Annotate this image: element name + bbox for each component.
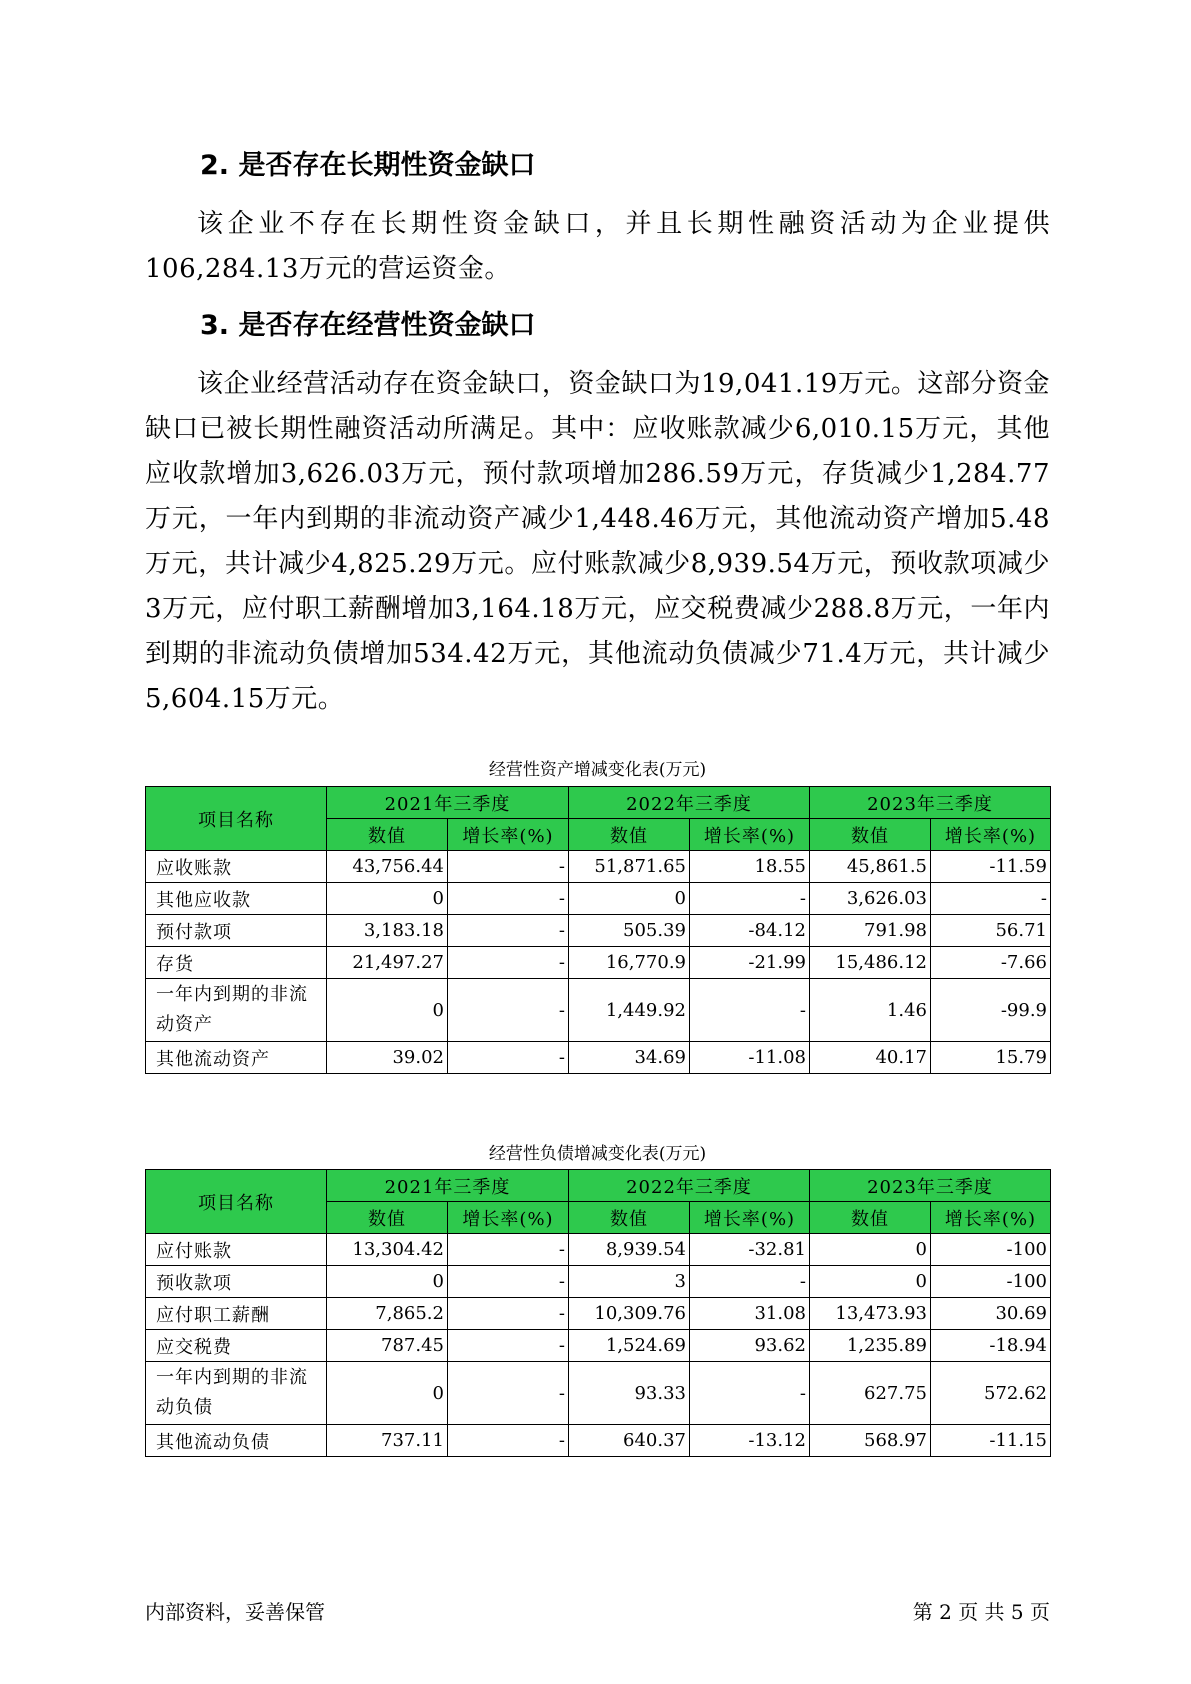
cell-value: 0 (327, 979, 448, 1042)
row-label: 其他流动负债 (146, 1425, 327, 1457)
cell-rate: -99.9 (931, 979, 1051, 1042)
cell-rate: - (448, 883, 569, 915)
row-label: 预收款项 (146, 1266, 327, 1298)
header-value: 数值 (810, 819, 931, 851)
table-row (146, 1330, 1051, 1362)
cell-value: 640.37 (569, 1425, 690, 1457)
cell-rate: - (931, 883, 1051, 915)
header-value: 数值 (327, 1202, 448, 1234)
cell-value: 0 (327, 1266, 448, 1298)
table-row (146, 1042, 1051, 1074)
table-row (146, 1425, 1051, 1457)
table-row (146, 1234, 1051, 1266)
cell-value: 1,449.92 (569, 979, 690, 1042)
liabilities-change-table (145, 1169, 1051, 1457)
cell-rate: -13.12 (690, 1425, 810, 1457)
row-label: 应收账款 (146, 851, 327, 883)
cell-rate: - (690, 1266, 810, 1298)
cell-rate: -21.99 (690, 947, 810, 979)
cell-rate: - (448, 1362, 569, 1425)
cell-rate: - (448, 915, 569, 947)
cell-value: 39.02 (327, 1042, 448, 1074)
header-period: 2022年三季度 (569, 1170, 810, 1202)
cell-value: 1.46 (810, 979, 931, 1042)
cell-value: 3 (569, 1266, 690, 1298)
section-heading-operating-gap: 3. 是否存在经营性资金缺口 (200, 310, 536, 341)
cell-value: 93.33 (569, 1362, 690, 1425)
header-period: 2021年三季度 (327, 787, 569, 819)
cell-value: 13,304.42 (327, 1234, 448, 1266)
header-rate: 增长率(%) (931, 819, 1051, 851)
row-label: 一年内到期的非流动资产 (146, 979, 327, 1042)
table-row (146, 915, 1051, 947)
row-label: 应交税费 (146, 1330, 327, 1362)
header-value: 数值 (327, 819, 448, 851)
cell-rate: - (448, 1330, 569, 1362)
cell-rate: -11.08 (690, 1042, 810, 1074)
cell-rate: - (448, 1266, 569, 1298)
cell-value: 0 (569, 883, 690, 915)
cell-value: 3,626.03 (810, 883, 931, 915)
header-value: 数值 (569, 819, 690, 851)
cell-rate: - (448, 1042, 569, 1074)
cell-value: 568.97 (810, 1425, 931, 1457)
table-row (146, 1362, 1051, 1425)
cell-value: 791.98 (810, 915, 931, 947)
cell-rate: 572.62 (931, 1362, 1051, 1425)
cell-rate: -100 (931, 1234, 1051, 1266)
row-label: 预付款项 (146, 915, 327, 947)
cell-value: 0 (327, 1362, 448, 1425)
cell-value: 737.11 (327, 1425, 448, 1457)
header-period: 2023年三季度 (810, 1170, 1051, 1202)
cell-rate: 30.69 (931, 1298, 1051, 1330)
row-label: 其他应收款 (146, 883, 327, 915)
footer-page-number: 第 2 页 共 5 页 (912, 1600, 1050, 1624)
table-row (146, 883, 1051, 915)
table-row (146, 947, 1051, 979)
cell-rate: 31.08 (690, 1298, 810, 1330)
row-label: 其他流动资产 (146, 1042, 327, 1074)
cell-rate: - (448, 851, 569, 883)
paragraph-long-term-gap: 该企业不存在长期性资金缺口，并且长期性融资活动为企业提供106,284.13万元的营运资金。 (145, 209, 1050, 284)
cell-rate: - (690, 883, 810, 915)
table-row (146, 979, 1051, 1042)
cell-value: 8,939.54 (569, 1234, 690, 1266)
cell-value: 21,497.27 (327, 947, 448, 979)
header-rate: 增长率(%) (448, 1202, 569, 1234)
cell-value: 787.45 (327, 1330, 448, 1362)
header-item-name: 项目名称 (146, 1170, 327, 1234)
header-rate: 增长率(%) (931, 1202, 1051, 1234)
header-rate: 增长率(%) (448, 819, 569, 851)
cell-rate: -11.59 (931, 851, 1051, 883)
header-value: 数值 (569, 1202, 690, 1234)
cell-rate: - (690, 979, 810, 1042)
cell-rate: - (448, 947, 569, 979)
cell-value: 40.17 (810, 1042, 931, 1074)
cell-rate: 56.71 (931, 915, 1051, 947)
cell-rate: - (448, 1425, 569, 1457)
assets-change-table (145, 786, 1051, 1074)
cell-rate: -100 (931, 1266, 1051, 1298)
row-label: 应付账款 (146, 1234, 327, 1266)
header-period: 2022年三季度 (569, 787, 810, 819)
cell-rate: - (448, 1234, 569, 1266)
table-row (146, 1266, 1051, 1298)
row-label: 应付职工薪酬 (146, 1298, 327, 1330)
cell-value: 13,473.93 (810, 1298, 931, 1330)
paragraph-operating-gap: 该企业经营活动存在资金缺口，资金缺口为19,041.19万元。这部分资金缺口已被长期性融资活动所满足。其中：应收账款减少6,010.15万元，其他应收款增加3,626.03万元，预付款项增加286.59万元，存货减少1,284.77万元，一年内到期的非流动资产减少1,448.46万元，其他流动资产增加5.48万元，共计减少4,825.29万元。应付账款减少8,939.54万元，预收款项减少3万元，应付职工薪酬增加3,164.18万元，应交税费减少288.8万元，一年内到期的非流动负债增加534.42万元，其他流动负债减少71.4万元，共计减少5,604.15万元。 (145, 369, 1050, 714)
header-period: 2021年三季度 (327, 1170, 569, 1202)
cell-value: 34.69 (569, 1042, 690, 1074)
header-item-name: 项目名称 (146, 787, 327, 851)
cell-value: 0 (810, 1266, 931, 1298)
table-caption-assets: 经营性资产增减变化表(万元) (488, 760, 707, 780)
cell-value: 16,770.9 (569, 947, 690, 979)
cell-value: 627.75 (810, 1362, 931, 1425)
cell-rate: -18.94 (931, 1330, 1051, 1362)
section-heading-long-term-gap: 2. 是否存在长期性资金缺口 (200, 150, 536, 181)
header-rate: 增长率(%) (690, 1202, 810, 1234)
table-row (146, 1298, 1051, 1330)
table-caption-liabilities: 经营性负债增减变化表(万元) (488, 1144, 707, 1164)
cell-value: 0 (327, 883, 448, 915)
footer-confidential-note: 内部资料，妥善保管 (145, 1600, 325, 1624)
cell-value: 10,309.76 (569, 1298, 690, 1330)
cell-rate: - (690, 1362, 810, 1425)
row-label: 一年内到期的非流动负债 (146, 1362, 327, 1425)
cell-rate: 93.62 (690, 1330, 810, 1362)
cell-value: 505.39 (569, 915, 690, 947)
header-period: 2023年三季度 (810, 787, 1051, 819)
cell-rate: -32.81 (690, 1234, 810, 1266)
cell-value: 45,861.5 (810, 851, 931, 883)
cell-value: 15,486.12 (810, 947, 931, 979)
cell-value: 1,235.89 (810, 1330, 931, 1362)
cell-rate: -84.12 (690, 915, 810, 947)
table-row (146, 851, 1051, 883)
header-rate: 增长率(%) (690, 819, 810, 851)
cell-value: 3,183.18 (327, 915, 448, 947)
cell-value: 43,756.44 (327, 851, 448, 883)
cell-rate: - (448, 979, 569, 1042)
cell-value: 51,871.65 (569, 851, 690, 883)
cell-value: 1,524.69 (569, 1330, 690, 1362)
header-value: 数值 (810, 1202, 931, 1234)
cell-rate: -11.15 (931, 1425, 1051, 1457)
cell-rate: - (448, 1298, 569, 1330)
cell-rate: 18.55 (690, 851, 810, 883)
cell-rate: 15.79 (931, 1042, 1051, 1074)
cell-value: 7,865.2 (327, 1298, 448, 1330)
cell-value: 0 (810, 1234, 931, 1266)
cell-rate: -7.66 (931, 947, 1051, 979)
row-label: 存货 (146, 947, 327, 979)
